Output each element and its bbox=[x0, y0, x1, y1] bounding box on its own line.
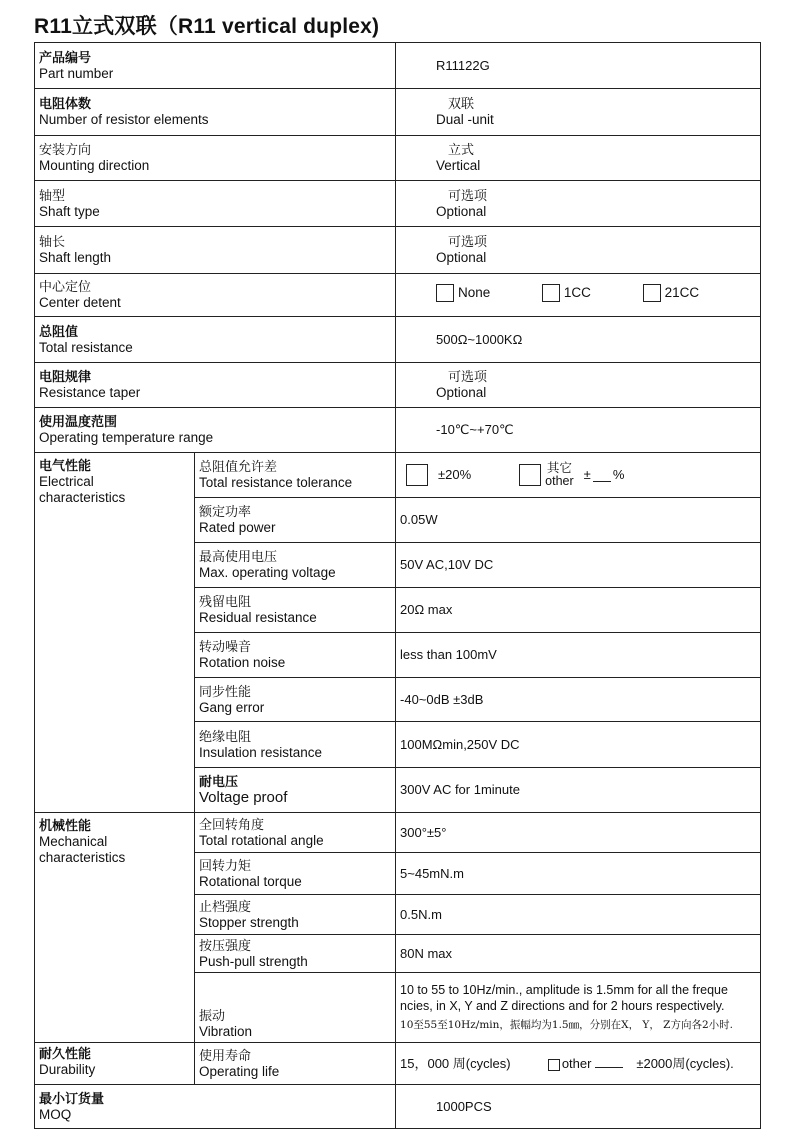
label-en: Max. operating voltage bbox=[199, 565, 336, 580]
label-cn: 安装方向 bbox=[39, 142, 92, 157]
label-cn: 回转力矩 bbox=[199, 857, 252, 873]
row-moq bbox=[35, 1085, 761, 1129]
row-center-detent bbox=[35, 274, 761, 317]
checkbox-icon[interactable] bbox=[542, 284, 560, 302]
label-en: Operating life bbox=[199, 1063, 280, 1079]
label-en: Durability bbox=[39, 1062, 96, 1077]
operating-life-value: 15，000 周(cycles) bbox=[400, 1056, 511, 1071]
label-cn: 耐久性能 bbox=[39, 1046, 92, 1061]
tolerance-option: ±20% bbox=[438, 467, 472, 482]
label-en: Push-pull strength bbox=[199, 953, 308, 969]
label-en: Rated power bbox=[199, 520, 276, 535]
vibration-text-line2: ncies, in X, Y and Z directions and for 2 hours respectively. bbox=[400, 999, 725, 1013]
label-cn: 全回转角度 bbox=[199, 816, 265, 832]
label-en: Total resistance tolerance bbox=[199, 475, 353, 490]
label-cn: 中心定位 bbox=[39, 279, 92, 294]
label-cn: 轴型 bbox=[39, 187, 66, 203]
label-cn: 电阻规律 bbox=[39, 369, 92, 384]
blank-field[interactable] bbox=[593, 469, 611, 482]
residual-value: 20Ω max bbox=[396, 588, 761, 633]
value-en: Dual -unit bbox=[436, 112, 494, 127]
label-cn: 总阻值允许差 bbox=[199, 459, 278, 474]
row-shaft-type bbox=[35, 181, 761, 227]
stopper-value: 0.5N.m bbox=[396, 895, 761, 935]
label-en: Residual resistance bbox=[199, 610, 317, 625]
row-taper bbox=[35, 363, 761, 408]
page-title: R11立式双联（R11 vertical duplex) bbox=[34, 15, 380, 38]
value-cn: 立式 bbox=[448, 142, 475, 157]
row-part-number bbox=[35, 43, 761, 89]
row-resistor-elements bbox=[35, 89, 761, 136]
checkbox-icon[interactable] bbox=[406, 464, 428, 486]
checkbox-icon[interactable] bbox=[519, 464, 541, 486]
rot-angle-value: 300°±5° bbox=[396, 813, 761, 853]
checkbox-icon[interactable] bbox=[436, 284, 454, 302]
rated-power-value: 0.05W bbox=[396, 498, 761, 543]
label-cn: 产品编号 bbox=[39, 49, 92, 65]
detent-option-21cc[interactable]: 21CC bbox=[643, 284, 700, 302]
life-tolerance: ±2000周(cycles). bbox=[636, 1056, 734, 1071]
label-en: Center detent bbox=[39, 295, 121, 310]
label-en: Total rotational angle bbox=[199, 832, 324, 848]
label-en: Resistance taper bbox=[39, 385, 141, 400]
total-resistance-value: 500Ω~1000KΩ bbox=[396, 317, 761, 363]
detent-option-1cc[interactable]: 1CC bbox=[542, 284, 591, 302]
label-en: Part number bbox=[39, 65, 114, 81]
part-number-value: R11122G bbox=[396, 43, 761, 89]
label-en: Number of resistor elements bbox=[39, 112, 209, 127]
value-en: Optional bbox=[436, 203, 487, 219]
label-en: Vibration bbox=[199, 1024, 253, 1039]
value-cn: 可选项 bbox=[448, 187, 488, 203]
label-en: Insulation resistance bbox=[199, 744, 323, 760]
label-en: Rotational torque bbox=[199, 873, 302, 889]
spec-table bbox=[34, 42, 761, 1129]
label-en: Stopper strength bbox=[199, 914, 299, 930]
value-en: Optional bbox=[436, 385, 487, 400]
label-cn: 使用寿命 bbox=[199, 1047, 252, 1063]
moq-value: 1000PCS bbox=[396, 1085, 761, 1129]
row-mounting bbox=[35, 136, 761, 181]
temp-range-value: -10℃~+70℃ bbox=[396, 408, 761, 453]
max-voltage-value: 50V AC,10V DC bbox=[396, 543, 761, 588]
vibration-text-cn: 10至55至10Hz/min，振幅均为1.5㎜，分别在X， Y， Z方向各2小时. bbox=[400, 1019, 733, 1031]
value-en: Optional bbox=[436, 250, 487, 265]
noise-value: less than 100mV bbox=[396, 633, 761, 678]
row-shaft-length bbox=[35, 227, 761, 274]
value-en: Vertical bbox=[436, 158, 481, 173]
other-label: 其它 other bbox=[545, 461, 574, 488]
label-cn: 使用温度范围 bbox=[39, 414, 118, 429]
voltage-proof-value: 300V AC for 1minute bbox=[396, 768, 761, 813]
row-temp-range bbox=[35, 408, 761, 453]
value-cn: 可选项 bbox=[448, 234, 488, 249]
label-cn: 总阻值 bbox=[39, 323, 79, 339]
label-cn: 转动噪音 bbox=[199, 639, 252, 654]
label-en: Mounting direction bbox=[39, 158, 150, 173]
label-cn: 绝缘电阻 bbox=[199, 728, 252, 744]
gang-error-value: -40~0dB ±3dB bbox=[396, 678, 761, 722]
row-durability bbox=[35, 1043, 761, 1085]
label-cn: 最高使用电压 bbox=[199, 549, 278, 564]
label-en: Shaft length bbox=[39, 250, 112, 265]
label-cn: 最小订货量 bbox=[39, 1090, 105, 1106]
rot-torque-value: 5~45mN.m bbox=[396, 853, 761, 895]
checkbox-icon[interactable] bbox=[643, 284, 661, 302]
other-label: other bbox=[561, 1056, 592, 1071]
push-pull-value: 80N max bbox=[396, 935, 761, 973]
label-en: Voltage proof bbox=[199, 789, 288, 806]
label-cn: 按压强度 bbox=[199, 937, 252, 953]
electrical-section: 电气性能 Electrical characteristics bbox=[35, 453, 195, 813]
label-en: Operating temperature range bbox=[39, 430, 214, 445]
label-en: Gang error bbox=[199, 699, 265, 715]
blank-field[interactable] bbox=[595, 1055, 623, 1068]
row-tolerance: 电气性能 Electrical characteristics 总阻值允许差 Total resistance tolerance ±20% 其它 other ± % bbox=[35, 453, 761, 498]
label-cn: 振动 bbox=[199, 1008, 226, 1023]
value-cn: 可选项 bbox=[448, 369, 488, 384]
detent-option-none[interactable]: None bbox=[436, 284, 490, 302]
checkbox-icon[interactable] bbox=[548, 1059, 560, 1071]
label-en: Total resistance bbox=[39, 339, 133, 355]
label-en: MOQ bbox=[39, 1106, 72, 1122]
label-cn: 止档强度 bbox=[199, 898, 252, 914]
label-cn: 电阻体数 bbox=[39, 96, 92, 111]
label-cn: 轴长 bbox=[39, 234, 66, 249]
value-cn: 双联 bbox=[448, 96, 475, 111]
mechanical-section: 机械性能 Mechanical characteristics bbox=[35, 813, 195, 1043]
vibration-text-line1: 10 to 55 to 10Hz/min., amplitude is 1.5mm for all the freque bbox=[400, 983, 728, 997]
label-cn: 同步性能 bbox=[199, 683, 252, 699]
label-cn: 额定功率 bbox=[199, 504, 252, 519]
row-total-resistance bbox=[35, 317, 761, 363]
label-cn: 残留电阻 bbox=[199, 594, 252, 609]
insulation-value: 100MΩmin,250V DC bbox=[396, 722, 761, 768]
label-en: Shaft type bbox=[39, 203, 100, 219]
label-en: Rotation noise bbox=[199, 655, 286, 670]
label-cn: 耐电压 bbox=[199, 774, 239, 789]
row-rot-angle bbox=[35, 813, 761, 853]
